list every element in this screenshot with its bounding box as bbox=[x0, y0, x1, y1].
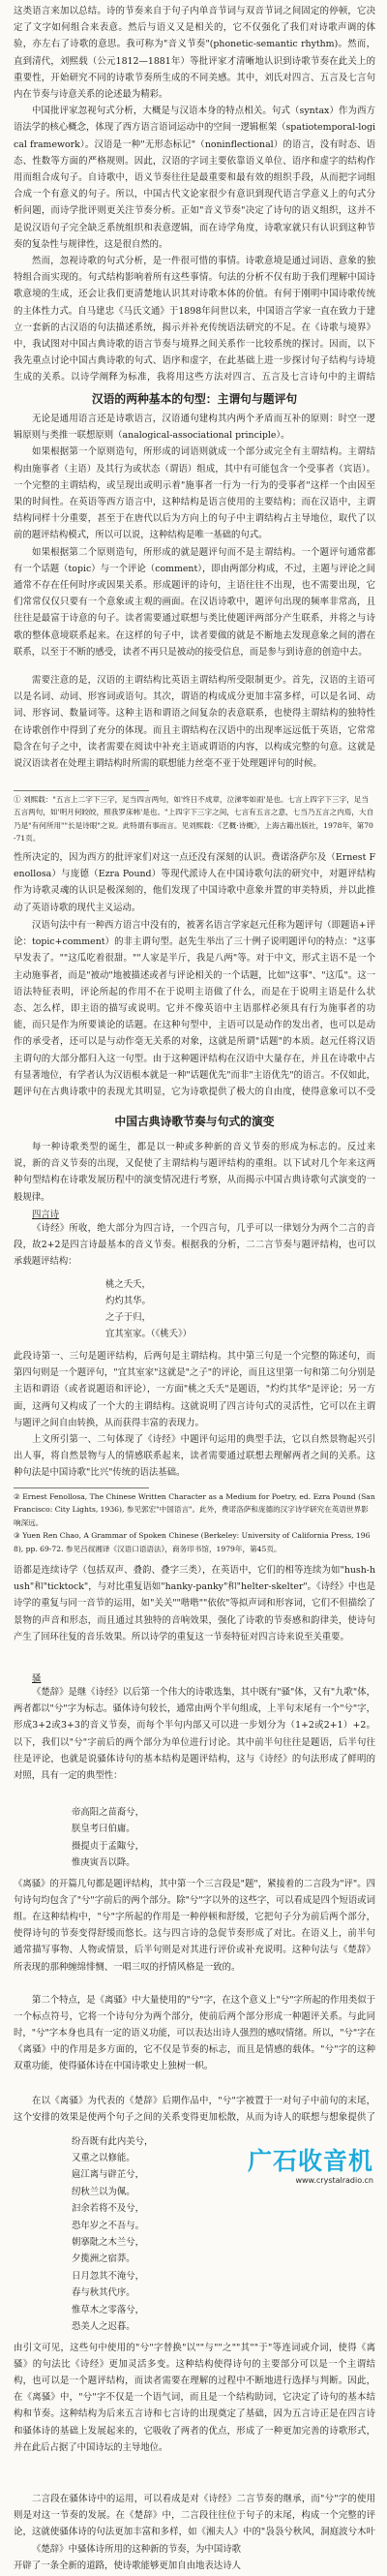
poem-line: 日月忽其不淹兮， bbox=[72, 2270, 145, 2282]
poem-line: 扈江离与辟芷兮， bbox=[72, 2169, 145, 2181]
poem-lisao-opening bbox=[14, 1804, 375, 1872]
sao-body-4 bbox=[14, 2093, 375, 2128]
watermark-url: www.crystalradio.cn bbox=[295, 2176, 373, 2185]
section1-body-2 bbox=[14, 849, 375, 917]
poem-line: 之子于归， bbox=[105, 1312, 151, 1323]
section2-paragraph-1: 每一种诗歌类型的诞生，都是以一种或多种新的音义节奏的形成为标志的。反过来说，新的音义节奏的出现，又促使了主谓结构与题评结构的重组。以下试对几个年来这两种句型结构在诗歌发展历程中的演变情况进行考察，从而揭示中国古典诗歌句式演变的一般规律。 bbox=[14, 1142, 375, 1203]
section2-body-b bbox=[14, 1562, 375, 1663]
section-heading-sentence-types: 汉语的两种基本的句型：主谓句与题评句 bbox=[91, 392, 298, 406]
poem-line: 夕揽洲之宿莽。 bbox=[72, 2254, 135, 2265]
poem-line: 宜其室家。（《桃夭》） bbox=[105, 1329, 193, 1339]
sao-body-3 bbox=[14, 1992, 375, 2093]
poem-line: 纫秋兰以为佩。 bbox=[72, 2186, 135, 2197]
poem-taoyao bbox=[14, 1276, 375, 1342]
section1-body-3 bbox=[14, 917, 375, 1099]
intro-paragraph-3: 然而，忽视诗歌的句式分析，是一件很可惜的事情。诗歌意境是通过词语、意象的独特组合而实现的。句式结构影响着所有这些事情。句法的分析不仅有助于我们理解中国诗歌意境的生成，还会让我们更清楚地认识其对诗歌本体的价值。有何于刚明中国诗歌传统的主体性力式。自马建忠《马氏文通》于1898年问世以来，中国语言学家一直在致力于建立一套新的古汉语的句法描述系统，揭示并补充传统语法研究的不足。在《诗歌与境界》中，我试图对中国古典诗歌的语言节奏与境界之间关系作一比较系统的探讨。因而，以下我先重点讨论中国古典诗歌的句式、语序和虚字，在此基础上进一步探讨句子结构与诗境生成的关系。以诗学阐释为标准，我将用这些方法对四言、五言及七言诗句中的主谓结 bbox=[14, 256, 375, 383]
siyan-paragraph: 《诗经》所收，绝大部分为四言诗，一个四言句，几乎可以一律划分为两个二言的音段，故2+2是四言诗最基本的音义节奏。根据我的分析，二二言节奏与题评结构，也可以承载题评结构： bbox=[14, 1223, 375, 1268]
section1-paragraph-4: 需要注意的是，汉语的主谓结构比英语主谓结构所受限制更少。首先，汉语的主语可以是名词、动词、形容词或语句。其次，谓语的构成成分更加丰富多样，可以是名词、动词、形容词、数量词等。这种主语和谓语之间复杂的表意联系，也使得主谓结构的独特性在诗歌创作中得到了充分的体现。而且主谓结构在汉语中的出现率远远低于英语，它常常隐含在句子之中，读者需要在阅读中补充主语或谓语的内容，以构成完整的句意。这就是说汉语读者在处理主谓结构时所需的联想能力丝毫不亚于处理题评句的时候。 bbox=[14, 675, 375, 770]
watermark-logo: 广石收音机 bbox=[247, 2147, 373, 2175]
footnote-1: ① 刘熙载："五言上二字下三字，足当四言两句，如'终日不成章，泣涕零如雨'是也。七言上四字下三字，足当五言两句，如'明月何皎皎，照我罗床帏'是也。"上四字下三字之间，七言有五言之意，七当乃五言之内焉，大自乃是"有何所用""长是诗眼"之说。此特谓有事而言。见刘熙载：《艺概·诗概》，上海古籍出版社，1978年，第70-71页。 bbox=[14, 795, 374, 843]
sao-body-7 bbox=[14, 2541, 241, 2576]
footnote-3: ③ Yuen Ren Chao, A Grammar of Spoken Chinese (Berkeley: University of California Press, 1968), pp. 69-72. 参见吕叔湘译《汉语口语语法》，商务印书馆，1979年，第45页。 bbox=[14, 1531, 371, 1553]
sao-paragraph-6: 二言段在骚体诗中的运用，可以看成是对《诗经》二言节奏的继承，而"兮"字的使用则是对这一节奏的发展。在《楚辞》中，二言段往往位于句子的末尾，构成一个完整的评论，这就使骚体诗的句法更加丰富和多样，如《湘夫人》中的"袅袅兮秋风，洞庭波兮木叶 bbox=[14, 2493, 375, 2537]
section1-body bbox=[14, 411, 375, 672]
section-heading-evolution: 中国古典诗歌节奏与句式的演变 bbox=[114, 1115, 275, 1128]
siyan-analysis-paragraph-2: 上文所引第一、二句体现了《诗经》中题评句运用的典型手法，它以自然景物起兴引出人事，将自然景物与人的情感联系起来，读者需要通过联想去理解两者之间的关系。这种句法是中国诗歌"比兴"传统的语法基础。 bbox=[14, 1434, 375, 1479]
sao-body-2 bbox=[14, 1876, 375, 1992]
poem-line: 惟庚寅吾以降。 bbox=[72, 1857, 135, 1869]
poem-line: 朕皇考曰伯庸。 bbox=[72, 1824, 135, 1835]
intro-section bbox=[14, 3, 375, 386]
section1-body-cont bbox=[14, 672, 375, 786]
subsection-label-sao: 骚 bbox=[32, 1673, 42, 1684]
footnote-divider-2 bbox=[14, 1487, 149, 1488]
footnote-2: ② Ernest Fenollosa, The Chinese Written Character as a Medium for Poetry, ed. Ezra Pound (San Francisco: City Lights, 1936), 参见郭宏"中国语言"。此外，费诺洛萨和庞德的汉字诗学研究在英语世界影响深远。 bbox=[14, 1492, 375, 1527]
section1-paragraph-3: 如果根据第二个原则造句，所形成的就是题评句而不是主谓结构。一个题评句通常都有一个话题（topic）与一个评论（comment），即由两部分构成，不过，主题与评论之间通常不存在任何时序或因果关系。形成题评的诗句，主语往往不出现，也不需要出现，它们常常仅仅只要有一个意象或主观的画面。在汉语诗歌中，题评句出现的频率非常高，且往往是最富于诗意的句子。读者需要通过联想与类比使题评两部分产生联系，并将之与诗歌的整体意境联系起来。在这样的句子中，读者要做的就是不断地去发现意象之间的潜在联系，以至于不断的感受，读者不再只是被动的接受信息，而是参与到诗意的创造中去。 bbox=[14, 546, 375, 658]
watermark bbox=[236, 2148, 373, 2191]
intro-paragraph-1: 这类语言来加以总结。诗的节奏来自于句子内单音节词与双音节词之间固定的停顿，它决定了文字如何组合来表意。然后与语义又是相关的，它不仅强化了我们对诗歌声调的体验，亦左右了诗歌的意思。我可称为"音义节奏"(phonetic-semantic rhythm)。然而，直到清代，刘熙载（公元1812—1881年）等批评家才清晰地认识到诗歌节奏在此关上的重要性，开始研究不同的诗歌节奏所生成的不同美感。其中，刘氏对四言、五言及七言句内在节奏与诗意关系的论述最为精彩。 bbox=[14, 6, 375, 101]
section1-paragraph-2: 如果根据第一个原则造句，所形成的词语则就成一个部分或完全有主谓结构。主谓结构由施事者（主语）及其行为或状态（谓语）组成，其中有可能包含一个受事者（宾语）。一个完整的主谓结构，或呈现出或明示着"施事者一行为一行为的受事者"这样一个由因至果的时间性。在英语等西方语言中，这种结构是语言使用的主要结构；而在汉语中，主谓结构同样十分重要，甚至于在唐代以后为方向上的句子中主谓结构占主导地位，取代了以前的题评结构模式，所以可以说，这种结构是唯一基础的句式。 bbox=[14, 446, 375, 541]
siyan-body bbox=[14, 1220, 375, 1271]
section2-intro bbox=[14, 1139, 375, 1207]
section1-paragraph-5: 性所决定的，因为西方的批评家们对这一点还没有深刻的认识。费诺洛萨尔及（Ernest Fenollosa）与庞德（Ezra Pound）等现代派诗人在中国诗歌句法的研究中，对题评结构作为诗歌灵魂的认识是极深刻的，他们发现了中国诗歌中意象并置的审美特质，并以此推动了英语诗歌的现代主义运动。 bbox=[14, 852, 375, 913]
sao-body-5 bbox=[14, 2340, 375, 2491]
intro-paragraph-2: 中国批评家忽视句式分析，大概是与汉语本身的特点相关。句式（syntax）作为西方语法学的核心概念，体现了西方语言语词运动中的空间一逻辑框架（spatiotemporal-logical framework）。汉语是一种"无形态标记"（noninflectional）的语言，没有时态、语态、性数等方面的严格规则。因此，汉语的字词主要依靠语义单位、语序和虚字的结构作用而组合成句子。自诗歌中，语义节奏往往是最重要和最有效的组织手段，从而把字词组合成一个有意义的句子。所以，中国古代文论家很少有意识到现代语言学意义上的句式分析问题，而诗学批评则更关注节奏分析。正如"音义节奏"决定了诗句的语义组织，这并不是说汉语句子完全缺乏系统组织和表意逻辑，而在诗学角度，诗歌家就只有认识到这种节奏的复杂性与规律性，这是很自然的。 bbox=[14, 106, 375, 250]
poem-line: 又重之以修能。 bbox=[72, 2153, 135, 2164]
siyan-analysis-2 bbox=[14, 1431, 375, 1482]
sao-paragraph-7: 《楚辞》中骚体诗所用的这种新的节奏，为中国诗歌开辟了一条全新的道路，使诗歌能够更加自由地表达诗人 bbox=[14, 2543, 241, 2571]
sao-body-6 bbox=[14, 2491, 375, 2541]
poem-line: 帝高阳之苗裔兮， bbox=[72, 1807, 145, 1818]
poem-line: 纷吾既有此内美兮， bbox=[72, 2135, 154, 2147]
poem-line: 桃之夭夭， bbox=[105, 1279, 151, 1290]
footnote-divider bbox=[14, 790, 149, 791]
sao-paragraph-1: 《楚辞》是继《诗经》以后第一个伟大的诗歌选集，其中既有"骚"体，又有"九歌"体，两者都以"兮"字为标志。骚体诗句较长，通常由两个半句组成，上半句末尾有一个"兮"字，形成3+2或3+3的音义节奏，而每个半句内部又可以进一步划分为（1+2或2+1）+2。以下，我们以"兮"字前后的两个部分为单位进行讨论。其中前半句往往是题语，后半句往往是评论，也就是说骚体诗句的基本结构是题评结构，这与《诗经》的句法形成了鲜明的对照，具有一定的典型性： bbox=[14, 1687, 375, 1782]
poem-line: 朝搴阰之木兰兮， bbox=[72, 2237, 145, 2249]
poem-line: 恐年岁之不吾与。 bbox=[72, 2220, 145, 2231]
poem-line: 灼灼其华。 bbox=[105, 1296, 151, 1306]
sao-paragraph-2: 《离骚》的开篇几句都是题评结构，其中第一个三言段是"题"，紧接着的二言段为"评"。四句诗句均包含了"兮"字前后的两个部分。除"兮"字以外的这些字，可以看成是四个短语或词组。在这种结构中，"兮"字所起的作用是一种停顿和舒缓，它把句子分为前后两个部分，使得诗句的节奏变得舒缓而悠长。这与四言诗的急促节奏形成了对比。在语义上，前半句通常描写事物、人物或情景，后半句则是对其进行评价或补充说明。这种句法与《楚辞》所表现的那种缠绵悱恻、一唱三叹的抒情风格是一致的。 bbox=[14, 1878, 375, 1973]
sao-paragraph-4: 在以《离骚》为代表的《楚辞》后期作品中，"兮"字被置于一对句子中前句的末尾，这个安排的效果是使两个句子之间的关系变得更加松散，从而为诗人的联想与想象提供了 bbox=[14, 2095, 375, 2123]
footnotes-b bbox=[14, 1490, 375, 1554]
poem-line: 恐美人之迟暮。 bbox=[72, 2321, 135, 2333]
footnotes-a bbox=[14, 793, 375, 843]
poem-line: 汩余若将不及兮， bbox=[72, 2203, 145, 2215]
poem-line: 春与秋其代序。 bbox=[72, 2287, 135, 2299]
poem-line: 惟草木之零落兮， bbox=[72, 2304, 145, 2315]
section1-paragraph-1: 无论是通用语言还是诗歌语言，汉语通句建构其内两个矛盾而互补的原则：时空一逻辑原则与类推一联想原则（analogical-associational principle）。 bbox=[14, 414, 375, 442]
poem-line: 摄提贞于孟陬兮， bbox=[72, 1840, 145, 1852]
section2-paragraph-b: 语都是连续诗学（包括双声、叠韵、叠字三类），在英语中，它们的相等连续为如"hush-hush"和"ticktock"，与对比重复语如"hanky-panky"和"helter-skelter"。《诗经》中也是诗学的重复与同一音节的运用，如"关关""喈喈""依依"等拟声词和形容词，它们不但描绘了景物的声音和形态，而且通过其独特的音响效果，强化了诗歌的节奏感和韵律美，使诗句产生了回环往复的音乐效果。所以诗学的重复这一节奏特征对四言诗来说至关重要。 bbox=[14, 1565, 375, 1642]
section1-paragraph-6: 汉语句法中有一种西方语言中没有的，被著名语言学家赵元任称为题评句（即题语+评论：topic+comment）的非主谓句型。赵先生举出了三十例子说明题评句的特点："这事早发表了。""这瓜吃着很甜。""人家是半斤，我是八两"等。对于中文，形式主语不是一个主动施事者，而是"被动"地被描述或者与评论相关的一个话题，比如"这事"、"这瓜"。这一语法特征表明，评论所起的作用不在于说明主语做了什么，而是在于说明主语是什么状态、怎么样，即主语的描写或说明。它并不像英语中主语那样必须具有行为施事者的功能，而只是作为所要谈论的话题。在这种句型中，主语可以是动作的发出者，也可以是动作的承受者，还可以是与动作毫无关系的对象，这就是所谓"话题"的本质。赵元任将汉语主谓句的大部分都归入这一句型。由于这种题评结构在汉语中大量存在，并且在诗歌中占有显著地位，有学者认为汉语根本就是一种"话题优先"而非"主语优先"的语言。不仅如此，题评句在古典诗歌中的表现尤其明显，它为诗歌提供了极大的自由度，使得意象可以不受 bbox=[14, 920, 375, 1098]
sao-paragraph-5: 由引文可见，这些句中使用的"兮"字替换"以""与""之""其""于"等连词或介词，使得《离骚》的句法比《诗经》更加灵活多变。这种结构使得诗句的主要部分可以是一个主谓结构，也可以是一个题评结构，而读者需要在理解的过程中不断地进行选择与判断。因此，在《离骚》中，"兮"字不仅是一个语气词，而且是一个结构助词，它决定了诗句的基本结构和节奏。这种结构为后来五言诗和七言诗的出现奠定了基础，因为五言诗正是在四言诗和骚体诗的基础上发展起来的，它吸收了两者的优点，形成了一种更加完善的诗歌形式，并在此后占据了中国诗坛的主导地位。 bbox=[14, 2342, 375, 2453]
sao-body-1 bbox=[14, 1684, 375, 1800]
siyan-analysis-paragraph: 此段诗第一、三句是题评结构，后两句是主谓结构。其中第三句是一个完整的陈述句，而第四句则是一个题评句，"宜其室家"这就是"之子"的评论，而且这里第一句和第二句分别是主语和谓语（或者说题语和评论），一方面"桃之夭夭"是题语，"灼灼其华"是评论；另一方面，这两句又构成了一个大的主谓结构。这就说明了四言诗句式的灵活性，它可以在主谓与题评之间自由转换，从而获得丰富的表现力。 bbox=[14, 1351, 375, 1428]
siyan-analysis bbox=[14, 1348, 375, 1431]
subsection-label-siyan: 四言诗 bbox=[32, 1210, 60, 1220]
sao-paragraph-3: 第二个特点，是《离骚》中大量使用的"兮"字，在这个意义上"兮"字所起的作用类似于一个标点符号，它将一个诗句分为两个部分，使前后两个部分形成一种题评关系。与此同时，"兮"字本身也具有一定的语义功能，可以表达出诗人强烈的感叹情绪。所以，"兮"字在《离骚》中的作用是多方面的，它不仅是节奏的标志，而且是情感的载体。"兮"字的这种双重功能，使得骚体诗在中国诗歌史上独树一帜。 bbox=[14, 1994, 375, 2072]
